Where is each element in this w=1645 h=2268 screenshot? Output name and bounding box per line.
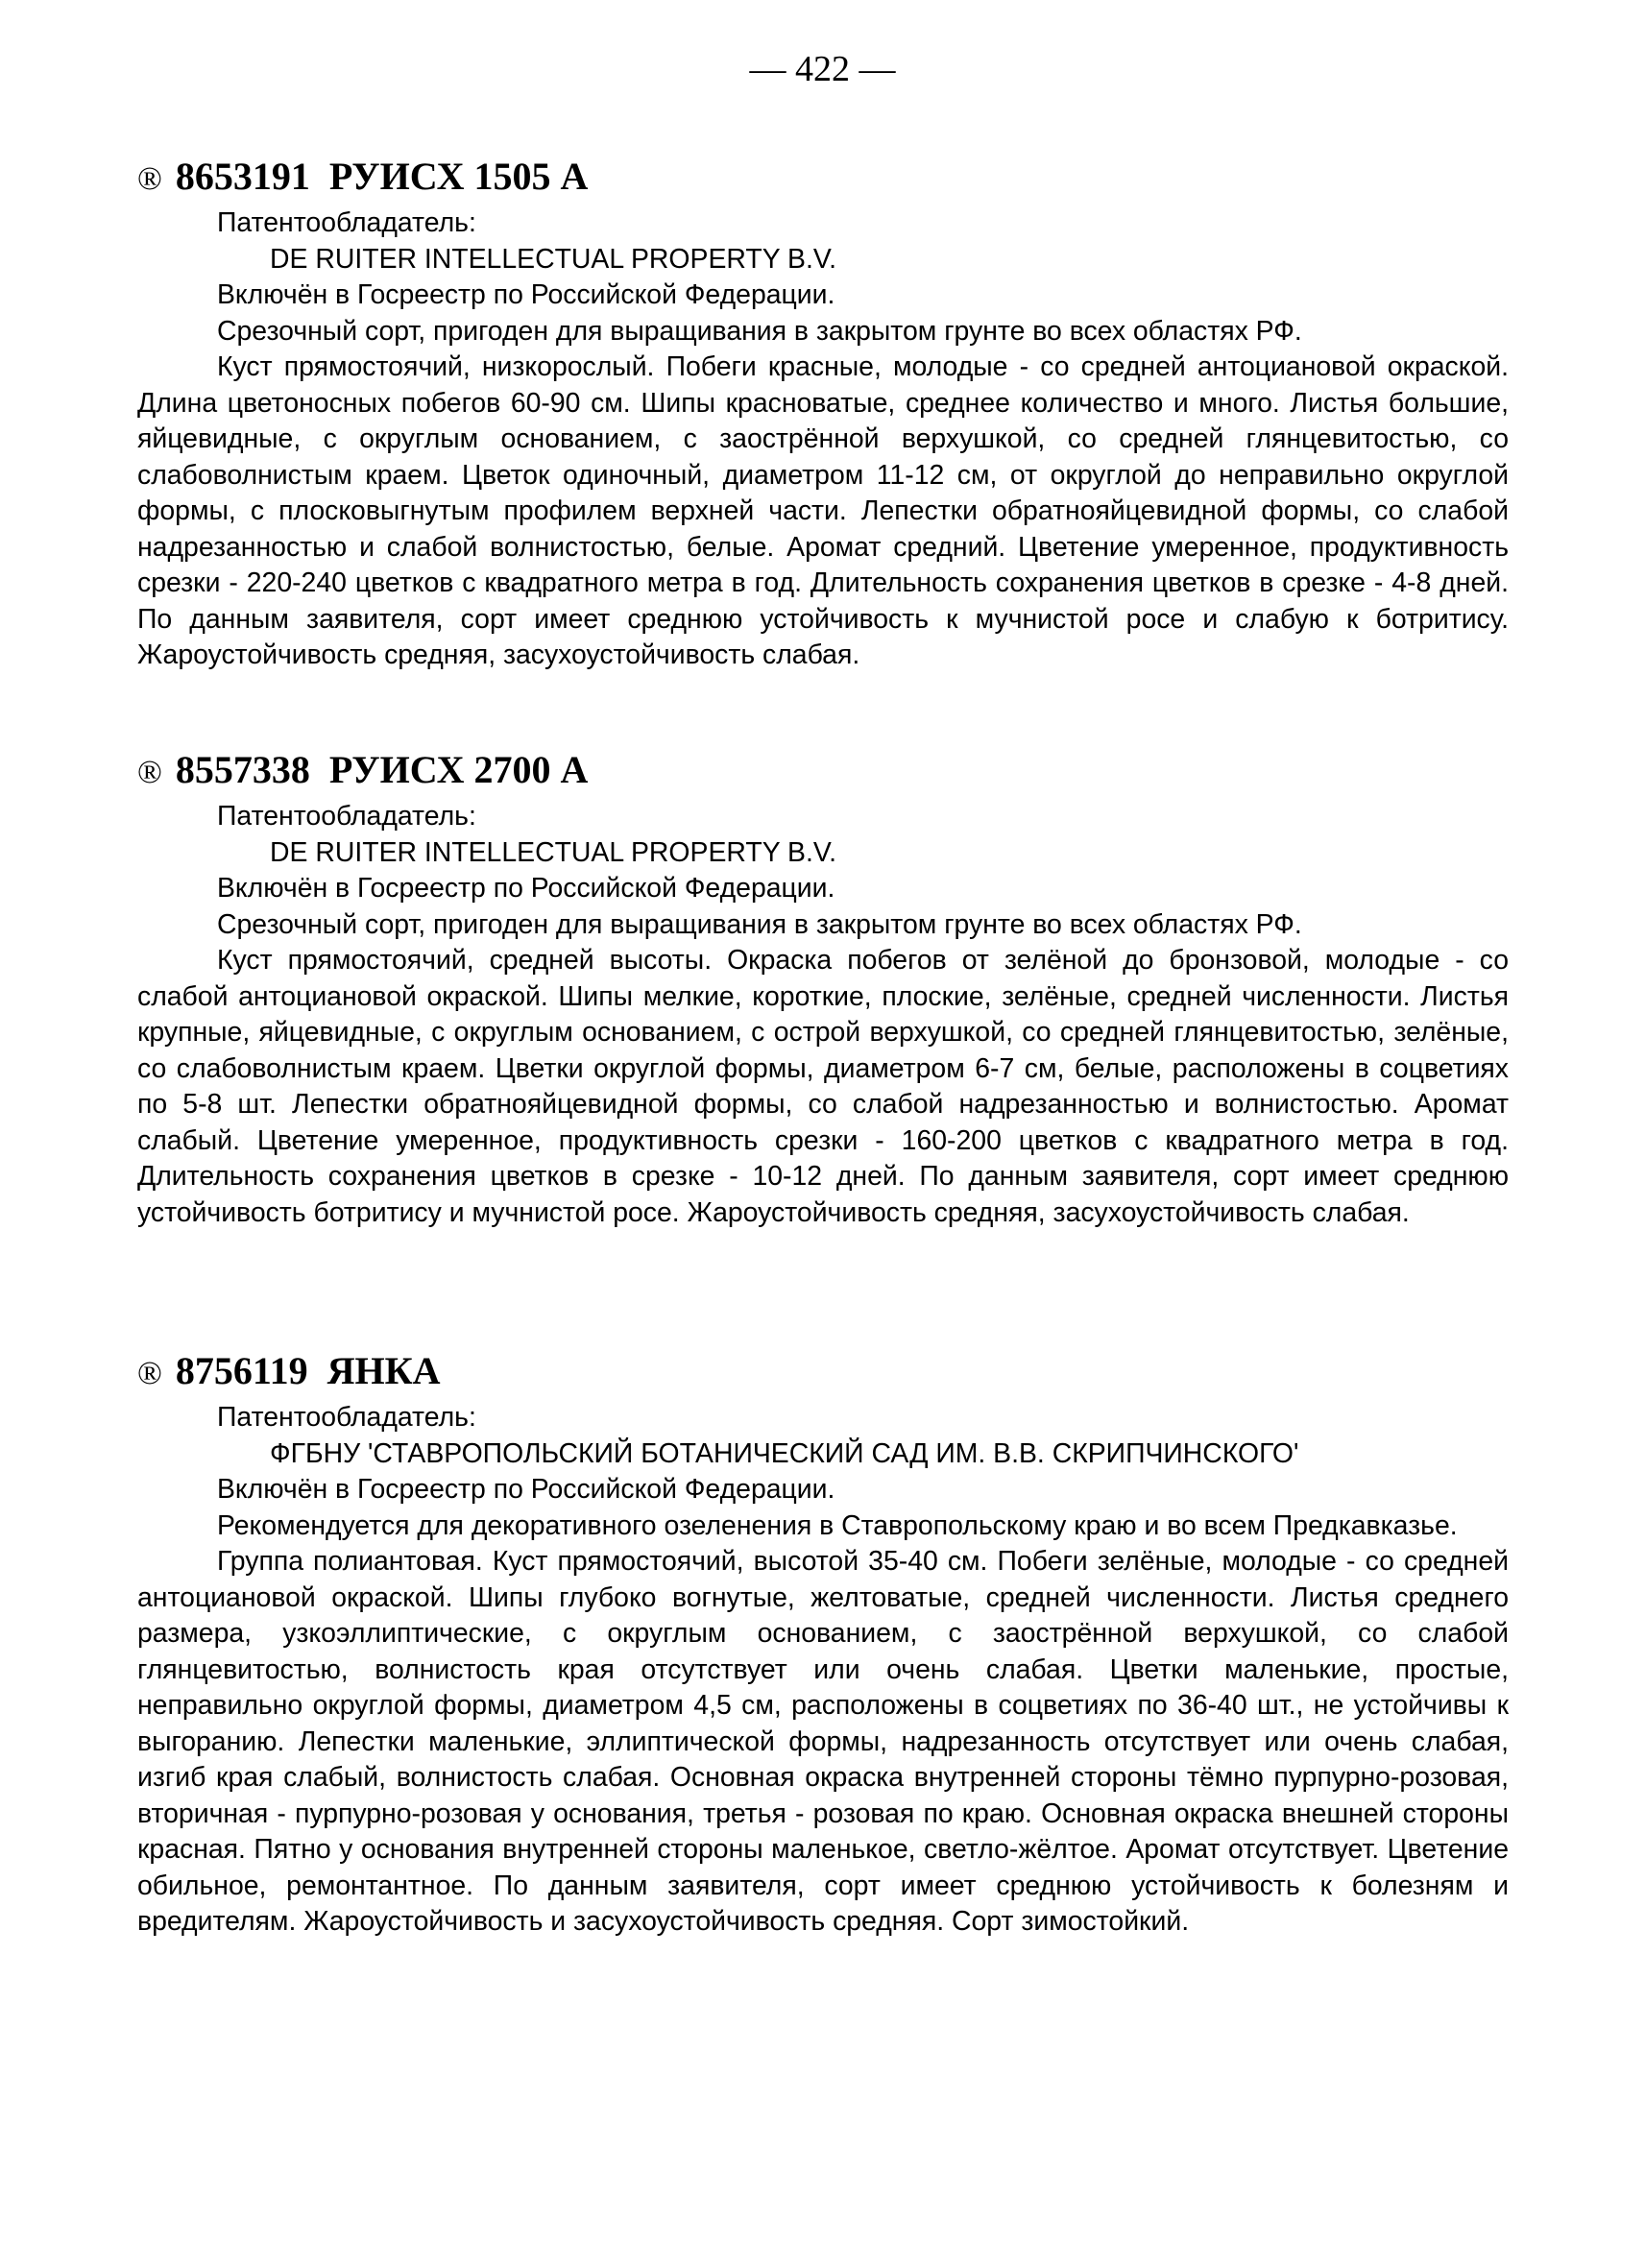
usage-note: Рекомендуется для декоративного озеленения в Ставропольскому краю и во всем Предкавказье. (217, 1509, 1458, 1541)
registry-status: Включён в Госреестр по Российской Федерации. (217, 279, 835, 310)
holder-name: DE RUITER INTELLECTUAL PROPERTY B.V. (270, 836, 837, 868)
holder-label: Патентообладатель: (217, 207, 476, 238)
registered-mark-icon: ® (137, 755, 162, 790)
entry-title (137, 747, 1509, 793)
holder-label: Патентообладатель: (217, 801, 476, 832)
usage-note: Срезочный сорт, пригоден для выращивания в закрытом грунте во всех областях РФ. (217, 908, 1302, 940)
holder-name: DE RUITER INTELLECTUAL PROPERTY B.V. (270, 243, 837, 275)
variety-description: Куст прямостоячий, средней высоты. Окраска побегов от зелёной до бронзовой, молодые - со слабой антоциановой окраской. Шипы мелкие, короткие, плоские, зелёные, средней численности. Листья крупные, яйцевидные, с округлым основанием, с острой верхушкой, со средней глянцевитостью, зелёные, со слабоволнистым краем. Цветки округлой формы, диаметром 6-7 см, белые, расположены в соцветиях по 5-8 шт. Лепестки обратнояйцевидной формы, со слабой надрезанностью и волнистостью. Аромат слабый. Цветение умеренное, продуктивность срезки - 160-200 цветков с квадратного метра в год. Длительность сохранения цветков в срезке - 10-12 дней. По данным заявителя, сорт имеет среднюю устойчивость ботритису и мучнистой росе. Жароустойчивость средняя, засухоустойчивость слабая. (137, 945, 1509, 1228)
variety-entry (137, 154, 1509, 674)
page-number: — 422 — (749, 49, 896, 89)
variety-entry (137, 747, 1509, 1231)
registered-mark-icon: ® (137, 161, 162, 197)
variety-number: 8653191 (175, 155, 310, 198)
holder-name: ФГБНУ 'СТАВРОПОЛЬСКИЙ БОТАНИЧЕСКИЙ САД ИМ. В.В. СКРИПЧИНСКОГО' (270, 1437, 1299, 1469)
variety-number: 8756119 (175, 1349, 308, 1392)
holder-label: Патентообладатель: (217, 1402, 476, 1433)
usage-note: Срезочный сорт, пригоден для выращивания в закрытом грунте во всех областях РФ. (217, 315, 1302, 347)
registered-mark-icon: ® (137, 1356, 162, 1391)
variety-description: Группа полиантовая. Куст прямостоячий, высотой 35-40 см. Побеги зелёные, молодые - со средней антоциановой окраской. Шипы глубоко вогнутые, желтоватые, средней численности. Листья среднего размера, узкоэллиптические, с округлым основанием, с заострённой верхушкой, со слабой глянцевитостью, волнистость края отсутствует или очень слабая. Цветки маленькие, простые, неправильно округлой формы, диаметром 4,5 см, расположены в соцветиях по 36-40 шт., не устойчивы к выгоранию. Лепестки маленькие, эллиптической формы, надрезанность отсутствует или очень слабая, изгиб края слабый, волнистость слабая. Основная окраска внутренней стороны тёмно пурпурно-розовая, вторичная - пурпурно-розовая у основания, третья - розовая по краю. Основная окраска внешней стороны красная. Пятно у основания внутренней стороны маленькое, светло-жёлтое. Аромат отсутствует. Цветение обильное, ремонтантное. По данным заявителя, сорт имеет среднюю устойчивость к болезням и вредителям. Жароустойчивость и засухоустойчивость средняя. Сорт зимостойкий. (137, 1546, 1509, 1937)
variety-name: РУИСХ 2700 А (328, 748, 589, 791)
registry-status: Включён в Госреестр по Российской Федерации. (217, 1474, 835, 1505)
entry-title (137, 1348, 1509, 1394)
variety-description: Куст прямостоячий, низкорослый. Побеги красные, молодые - со средней антоциановой окраской. Длина цветоносных побегов 60-90 см. Шипы красноватые, среднее количество и много. Листья большие, яйцевидные, с округлым основанием, с заострённой верхушкой, со средней глянцевитостью, со слабоволнистым краем. Цветок одиночный, диаметром 11-12 см, от округлой до неправильно округлой формы, с плосковыгнутым профилем верхней части. Лепестки обратнояйцевидной формы, со слабой надрезанностью и слабой волнистостью, белые. Аромат средний. Цветение умеренное, продуктивность срезки - 220-240 цветков с квадратного метра в год. Длительность сохранения цветков в срезке - 4-8 дней. По данным заявителя, сорт имеет среднюю устойчивость к мучнистой росе и слабую к ботритису. Жароустойчивость средняя, засухоустойчивость слабая. (137, 351, 1509, 670)
entry-title (137, 154, 1509, 200)
variety-name: ЯНКА (327, 1349, 441, 1392)
variety-number: 8557338 (175, 748, 310, 791)
variety-name: РУИСХ 1505 А (328, 155, 589, 198)
registry-status: Включён в Госреестр по Российской Федерации. (217, 873, 835, 904)
variety-entry (137, 1348, 1509, 1941)
